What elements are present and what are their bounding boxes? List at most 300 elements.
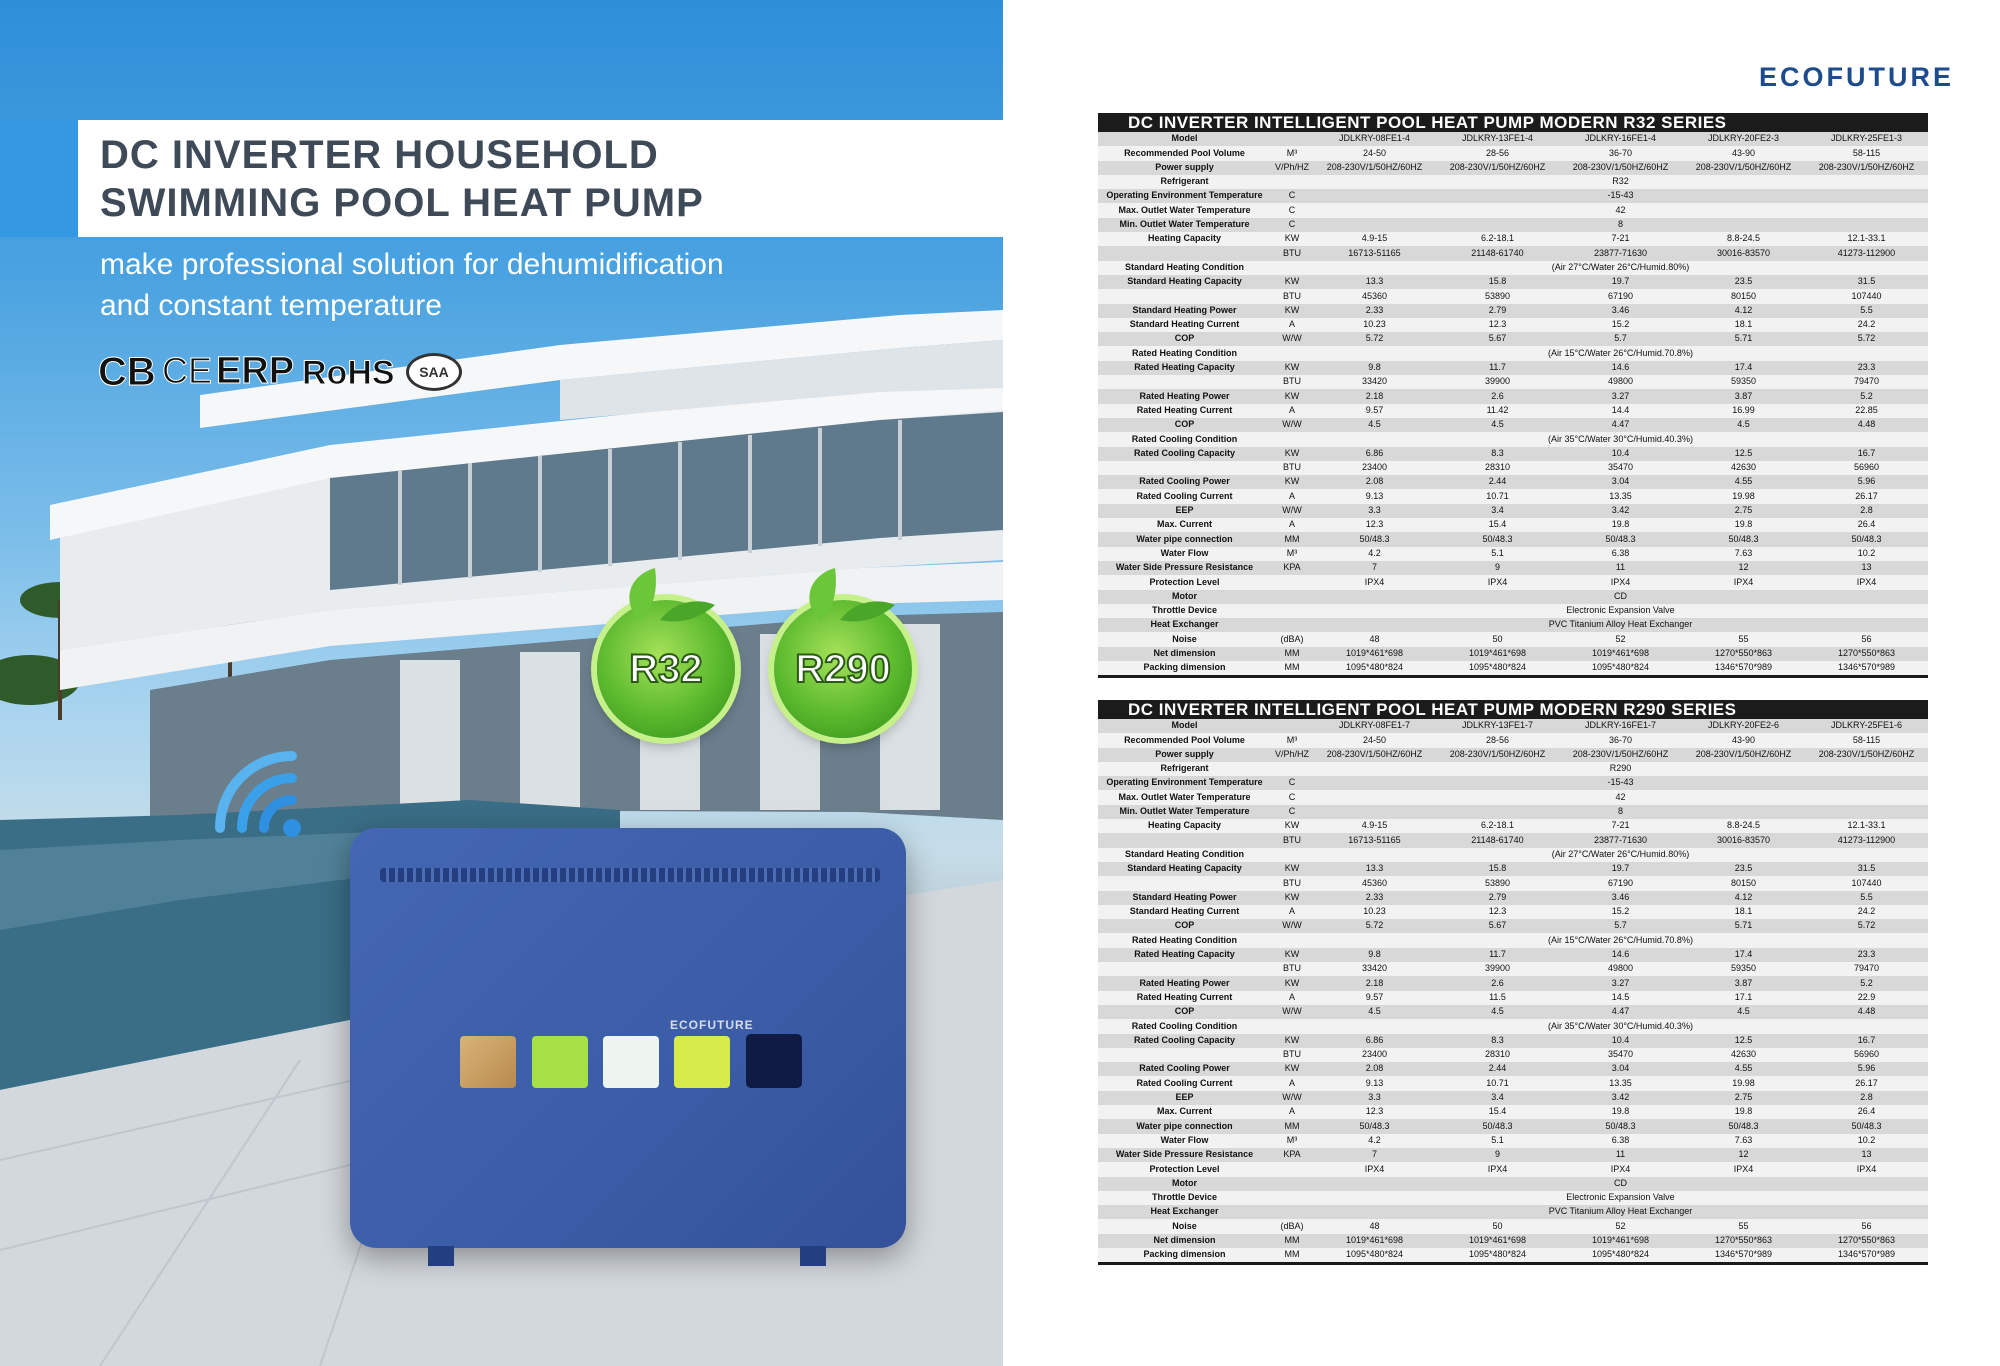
spec-value: 41273-112900 [1805, 833, 1928, 847]
r290-spec-title: DC INVERTER INTELLIGENT POOL HEAT PUMP MODERN R290 SERIES [1098, 700, 1928, 719]
yellow-green-color-swatch [674, 1036, 730, 1088]
spec-unit: MM [1271, 647, 1313, 661]
spec-value: 10.2 [1805, 1134, 1928, 1148]
spec-label: Rated Heating Current [1098, 404, 1271, 418]
spec-value: 26.17 [1805, 489, 1928, 503]
spec-unit: W/W [1271, 1005, 1313, 1019]
spec-value: 208-230V/1/50HZ/60HZ [1313, 748, 1436, 762]
spec-value: 2.33 [1313, 304, 1436, 318]
spec-value: 6.2-18.1 [1436, 232, 1559, 246]
spec-unit: A [1271, 991, 1313, 1005]
spec-unit: BTU [1271, 1048, 1313, 1062]
spec-value: 9 [1436, 1148, 1559, 1162]
spec-value: 3.87 [1682, 389, 1805, 403]
spec-value: 1270*550*863 [1682, 647, 1805, 661]
spec-label [1098, 461, 1271, 475]
spec-value: 43-90 [1682, 733, 1805, 747]
spec-unit: BTU [1271, 289, 1313, 303]
spec-row [1098, 632, 1928, 646]
spec-row [1098, 661, 1928, 675]
spec-value: 36-70 [1559, 146, 1682, 160]
spec-value: 4.12 [1682, 304, 1805, 318]
spec-label [1098, 375, 1271, 389]
spec-value: 2.44 [1436, 475, 1559, 489]
spec-value: 9.13 [1313, 1076, 1436, 1090]
spec-value: 2.44 [1436, 1062, 1559, 1076]
r32-badge-label: R32 [629, 646, 703, 691]
spec-value: 19.7 [1559, 862, 1682, 876]
spec-unit [1271, 762, 1313, 776]
spec-value: 56960 [1805, 461, 1928, 475]
spec-value: 5.71 [1682, 332, 1805, 346]
spec-value: 80150 [1682, 289, 1805, 303]
spec-label [1098, 246, 1271, 260]
spec-value: 208-230V/1/50HZ/60HZ [1682, 161, 1805, 175]
spec-unit [1271, 604, 1313, 618]
spec-label: Min. Outlet Water Temperature [1098, 218, 1271, 232]
spec-value: 1095*480*824 [1436, 661, 1559, 675]
spec-value: 50/48.3 [1805, 532, 1928, 546]
spec-row [1098, 246, 1928, 260]
spec-value: JDLKRY-25FE1-3 [1805, 132, 1928, 146]
spec-label: Water pipe connection [1098, 1119, 1271, 1133]
spec-value: 107440 [1805, 876, 1928, 890]
spec-value: 16713-51165 [1313, 246, 1436, 260]
spec-label: Recommended Pool Volume [1098, 146, 1271, 160]
spec-value: 24.2 [1805, 318, 1928, 332]
spec-row [1098, 389, 1928, 403]
spec-value: 3.46 [1559, 891, 1682, 905]
spec-value: 28310 [1436, 461, 1559, 475]
spec-value: 107440 [1805, 289, 1928, 303]
product-title-line-2: SWIMMING POOL HEAT PUMP [100, 181, 704, 225]
spec-value: 10.23 [1313, 318, 1436, 332]
spec-unit: (dBA) [1271, 1219, 1313, 1233]
spec-value: 1019*461*698 [1313, 647, 1436, 661]
spec-row [1098, 261, 1928, 275]
spec-value: 10.23 [1313, 905, 1436, 919]
spec-value: 31.5 [1805, 275, 1928, 289]
spec-value: 33420 [1313, 375, 1436, 389]
spec-unit: M³ [1271, 146, 1313, 160]
spec-value: 1019*461*698 [1559, 1234, 1682, 1248]
spec-row [1098, 1248, 1928, 1262]
spec-label: COP [1098, 332, 1271, 346]
spec-value: 50/48.3 [1313, 532, 1436, 546]
spec-unit: C [1271, 776, 1313, 790]
spec-value: 5.67 [1436, 919, 1559, 933]
spec-row [1098, 862, 1928, 876]
spec-label: Rated Heating Condition [1098, 933, 1271, 947]
spec-value: 12.3 [1436, 318, 1559, 332]
spec-unit [1271, 261, 1313, 275]
title-accent-bar [0, 120, 78, 237]
spec-value: 9.8 [1313, 948, 1436, 962]
spec-row [1098, 318, 1928, 332]
spec-row [1098, 1234, 1928, 1248]
spec-value: 23.5 [1682, 862, 1805, 876]
spec-value: 1095*480*824 [1313, 661, 1436, 675]
spec-unit: MM [1271, 1248, 1313, 1262]
spec-value: 3.42 [1559, 1091, 1682, 1105]
spec-value: 26.4 [1805, 518, 1928, 532]
spec-unit [1271, 346, 1313, 360]
spec-label: Standard Heating Condition [1098, 848, 1271, 862]
spec-value: 39900 [1436, 375, 1559, 389]
spec-unit: BTU [1271, 461, 1313, 475]
spec-row [1098, 1019, 1928, 1033]
spec-label: Heat Exchanger [1098, 1205, 1271, 1219]
spec-row [1098, 1005, 1928, 1019]
spec-value: 24-50 [1313, 146, 1436, 160]
spec-value: 8.3 [1436, 1034, 1559, 1048]
spec-value: 45360 [1313, 876, 1436, 890]
spec-value: 208-230V/1/50HZ/60HZ [1436, 748, 1559, 762]
spec-row [1098, 518, 1928, 532]
spec-unit: KW [1271, 304, 1313, 318]
spec-unit: C [1271, 218, 1313, 232]
spec-value: 14.6 [1559, 948, 1682, 962]
spec-value: 22.85 [1805, 404, 1928, 418]
spec-row [1098, 404, 1928, 418]
spec-value: 11 [1559, 561, 1682, 575]
spec-value: JDLKRY-25FE1-6 [1805, 719, 1928, 733]
spec-unit: M³ [1271, 733, 1313, 747]
spec-value: 13.35 [1559, 1076, 1682, 1090]
spec-value: 4.55 [1682, 1062, 1805, 1076]
lime-color-swatch [532, 1036, 588, 1088]
spec-label [1098, 1048, 1271, 1062]
spec-label: Rated Cooling Condition [1098, 432, 1271, 446]
spec-value: 4.5 [1682, 418, 1805, 432]
spec-value: 1270*550*863 [1682, 1234, 1805, 1248]
spec-value: 5.72 [1313, 919, 1436, 933]
spec-value: 55 [1682, 1219, 1805, 1233]
spec-value: 4.48 [1805, 1005, 1928, 1019]
spec-value: 23.3 [1805, 948, 1928, 962]
product-title-line-1: DC INVERTER HOUSEHOLD [100, 133, 659, 177]
spec-value: 4.5 [1682, 1005, 1805, 1019]
spec-value-span: (Air 27°C/Water 26°C/Humid.80%) [1313, 848, 1928, 862]
spec-label: Power supply [1098, 748, 1271, 762]
spec-value: 5.2 [1805, 976, 1928, 990]
spec-value: 4.9-15 [1313, 232, 1436, 246]
spec-value: 4.47 [1559, 1005, 1682, 1019]
spec-value: 9.8 [1313, 361, 1436, 375]
spec-value: 6.38 [1559, 547, 1682, 561]
spec-unit [1271, 1162, 1313, 1176]
unit-fan-grille [380, 868, 880, 882]
spec-row [1098, 346, 1928, 360]
spec-row [1098, 1105, 1928, 1119]
spec-unit: C [1271, 790, 1313, 804]
spec-value: 35470 [1559, 1048, 1682, 1062]
spec-value: 33420 [1313, 962, 1436, 976]
spec-label: Noise [1098, 1219, 1271, 1233]
spec-value: 2.6 [1436, 976, 1559, 990]
unit-foot-right [800, 1246, 826, 1266]
spec-label: Rated Cooling Capacity [1098, 1034, 1271, 1048]
spec-value: 23.5 [1682, 275, 1805, 289]
spec-value: 4.5 [1313, 418, 1436, 432]
spec-value: 79470 [1805, 962, 1928, 976]
spec-label: Standard Heating Condition [1098, 261, 1271, 275]
spec-value: IPX4 [1805, 1162, 1928, 1176]
spec-value-span: 42 [1313, 790, 1928, 804]
spec-label: COP [1098, 919, 1271, 933]
spec-value: IPX4 [1313, 1162, 1436, 1176]
spec-value: 24-50 [1313, 733, 1436, 747]
spec-value: 28-56 [1436, 146, 1559, 160]
spec-unit: C [1271, 189, 1313, 203]
spec-unit [1271, 1205, 1313, 1219]
spec-value: 17.4 [1682, 948, 1805, 962]
spec-label: Packing dimension [1098, 661, 1271, 675]
r32-spec-grid [1098, 132, 1928, 675]
spec-row [1098, 1219, 1928, 1233]
spec-row [1098, 776, 1928, 790]
leaf-icon [580, 560, 920, 630]
spec-label: Operating Environment Temperature [1098, 189, 1271, 203]
spec-value: 3.27 [1559, 976, 1682, 990]
spec-label: Noise [1098, 632, 1271, 646]
spec-row [1098, 905, 1928, 919]
ecofuture-logo: ECOFUTURE [1759, 62, 1954, 92]
spec-value: 15.4 [1436, 518, 1559, 532]
spec-row [1098, 447, 1928, 461]
spec-value: IPX4 [1436, 575, 1559, 589]
spec-row [1098, 532, 1928, 546]
spec-label [1098, 876, 1271, 890]
spec-unit: M³ [1271, 547, 1313, 561]
spec-value: 208-230V/1/50HZ/60HZ [1805, 748, 1928, 762]
spec-row [1098, 332, 1928, 346]
spec-value: 58-115 [1805, 146, 1928, 160]
spec-value: JDLKRY-08FE1-7 [1313, 719, 1436, 733]
spec-value: 45360 [1313, 289, 1436, 303]
spec-value-span: R32 [1313, 175, 1928, 189]
spec-value: 17.4 [1682, 361, 1805, 375]
spec-value: 14.6 [1559, 361, 1682, 375]
spec-value: 3.27 [1559, 389, 1682, 403]
spec-row [1098, 189, 1928, 203]
spec-value: 208-230V/1/50HZ/60HZ [1559, 161, 1682, 175]
spec-value: 55 [1682, 632, 1805, 646]
spec-value-span: R290 [1313, 762, 1928, 776]
spec-value: 79470 [1805, 375, 1928, 389]
spec-value: 35470 [1559, 461, 1682, 475]
spec-value: 3.42 [1559, 504, 1682, 518]
spec-value: 49800 [1559, 962, 1682, 976]
spec-value: 14.4 [1559, 404, 1682, 418]
spec-value: 23400 [1313, 1048, 1436, 1062]
spec-value: JDLKRY-16FE1-7 [1559, 719, 1682, 733]
spec-label: Throttle Device [1098, 1191, 1271, 1205]
spec-unit: BTU [1271, 375, 1313, 389]
spec-value: 21148-61740 [1436, 246, 1559, 260]
spec-value: 11.7 [1436, 948, 1559, 962]
spec-row [1098, 1034, 1928, 1048]
spec-row [1098, 418, 1928, 432]
spec-row [1098, 575, 1928, 589]
spec-label: COP [1098, 418, 1271, 432]
spec-value: 7.63 [1682, 547, 1805, 561]
spec-unit [1271, 432, 1313, 446]
spec-value: 10.4 [1559, 447, 1682, 461]
spec-value: 7 [1313, 1148, 1436, 1162]
spec-value: 208-230V/1/50HZ/60HZ [1313, 161, 1436, 175]
spec-unit: W/W [1271, 504, 1313, 518]
spec-row [1098, 1076, 1928, 1090]
spec-value: 2.8 [1805, 504, 1928, 518]
spec-unit: C [1271, 805, 1313, 819]
r290-table-rule [1098, 1262, 1928, 1265]
spec-value: 28-56 [1436, 733, 1559, 747]
spec-value: 12.3 [1436, 905, 1559, 919]
spec-value: IPX4 [1682, 1162, 1805, 1176]
spec-value: 5.96 [1805, 475, 1928, 489]
unit-foot-left [428, 1246, 454, 1266]
spec-value: 1095*480*824 [1559, 661, 1682, 675]
spec-value: 2.18 [1313, 389, 1436, 403]
spec-value: 5.5 [1805, 304, 1928, 318]
spec-value: 5.72 [1313, 332, 1436, 346]
spec-unit [1271, 1019, 1313, 1033]
spec-value: JDLKRY-08FE1-4 [1313, 132, 1436, 146]
spec-row [1098, 1205, 1928, 1219]
spec-value: 14.5 [1559, 991, 1682, 1005]
spec-value: 16.99 [1682, 404, 1805, 418]
spec-label: Rated Cooling Current [1098, 489, 1271, 503]
spec-value: 19.8 [1559, 1105, 1682, 1119]
spec-unit: A [1271, 489, 1313, 503]
spec-value: 13.3 [1313, 862, 1436, 876]
spec-value: 15.2 [1559, 318, 1682, 332]
spec-value: 3.04 [1559, 1062, 1682, 1076]
spec-unit: V/Ph/HZ [1271, 161, 1313, 175]
spec-value: 18.1 [1682, 905, 1805, 919]
control-panel-display [746, 1034, 802, 1088]
spec-value: 22.9 [1805, 991, 1928, 1005]
spec-value: 15.4 [1436, 1105, 1559, 1119]
spec-label: Water Side Pressure Resistance [1098, 1148, 1271, 1162]
spec-row [1098, 461, 1928, 475]
spec-unit: A [1271, 404, 1313, 418]
spec-value: 1346*570*989 [1682, 661, 1805, 675]
spec-value: 52 [1559, 632, 1682, 646]
spec-value: 3.46 [1559, 304, 1682, 318]
spec-label: Rated Cooling Condition [1098, 1019, 1271, 1033]
spec-value-span: PVC Titanium Alloy Heat Exchanger [1313, 618, 1928, 632]
cb-certification-mark: CB [98, 350, 156, 394]
spec-value: 5.72 [1805, 332, 1928, 346]
specification-panel [1003, 0, 2000, 1366]
spec-row [1098, 1191, 1928, 1205]
spec-value: 1095*480*824 [1559, 1248, 1682, 1262]
spec-value: 1270*550*863 [1805, 647, 1928, 661]
spec-label: Rated Heating Power [1098, 976, 1271, 990]
spec-row [1098, 948, 1928, 962]
spec-row [1098, 604, 1928, 618]
spec-label: Model [1098, 132, 1271, 146]
spec-row [1098, 175, 1928, 189]
spec-value: 23400 [1313, 461, 1436, 475]
spec-value: 1346*570*989 [1805, 1248, 1928, 1262]
spec-unit [1271, 618, 1313, 632]
spec-value: 4.2 [1313, 1134, 1436, 1148]
spec-value: 2.79 [1436, 304, 1559, 318]
spec-value: 36-70 [1559, 733, 1682, 747]
spec-unit: KW [1271, 447, 1313, 461]
spec-value: 12.3 [1313, 518, 1436, 532]
spec-row [1098, 1162, 1928, 1176]
spec-value: 21148-61740 [1436, 833, 1559, 847]
spec-value: 19.8 [1682, 1105, 1805, 1119]
spec-row [1098, 790, 1928, 804]
spec-value: 208-230V/1/50HZ/60HZ [1805, 161, 1928, 175]
spec-value: IPX4 [1682, 575, 1805, 589]
spec-value: 4.5 [1436, 1005, 1559, 1019]
spec-unit: C [1271, 203, 1313, 217]
spec-label: Refrigerant [1098, 175, 1271, 189]
spec-value: 5.7 [1559, 332, 1682, 346]
spec-unit: MM [1271, 532, 1313, 546]
spec-value: 11.5 [1436, 991, 1559, 1005]
spec-value: 5.2 [1805, 389, 1928, 403]
spec-value: 5.71 [1682, 919, 1805, 933]
spec-label: Recommended Pool Volume [1098, 733, 1271, 747]
spec-value-span: 42 [1313, 203, 1928, 217]
spec-unit: KW [1271, 389, 1313, 403]
r32-spec-table [1098, 113, 1928, 678]
spec-value: 3.87 [1682, 976, 1805, 990]
spec-label: Water Side Pressure Resistance [1098, 561, 1271, 575]
spec-value-span: Electronic Expansion Valve [1313, 604, 1928, 618]
spec-value: 19.7 [1559, 275, 1682, 289]
spec-value: 1346*570*989 [1682, 1248, 1805, 1262]
spec-value: 5.1 [1436, 1134, 1559, 1148]
spec-value: 42630 [1682, 461, 1805, 475]
spec-label: Rated Cooling Power [1098, 475, 1271, 489]
spec-row [1098, 1091, 1928, 1105]
spec-value: 17.1 [1682, 991, 1805, 1005]
spec-value: 4.9-15 [1313, 819, 1436, 833]
spec-value: 9.13 [1313, 489, 1436, 503]
spec-value: 12.1-33.1 [1805, 232, 1928, 246]
spec-value: 2.33 [1313, 891, 1436, 905]
spec-value: 208-230V/1/50HZ/60HZ [1436, 161, 1559, 175]
spec-value: 2.6 [1436, 389, 1559, 403]
spec-label: Heat Exchanger [1098, 618, 1271, 632]
spec-value: 13 [1805, 1148, 1928, 1162]
spec-value-span: (Air 35°C/Water 30°C/Humid.40.3%) [1313, 1019, 1928, 1033]
spec-unit: KW [1271, 361, 1313, 375]
spec-unit: W/W [1271, 919, 1313, 933]
spec-value: 1019*461*698 [1436, 647, 1559, 661]
spec-value: JDLKRY-13FE1-7 [1436, 719, 1559, 733]
r32-spec-title: DC INVERTER INTELLIGENT POOL HEAT PUMP MODERN R32 SERIES [1098, 113, 1928, 132]
spec-row [1098, 833, 1928, 847]
spec-label: Rated Cooling Power [1098, 1062, 1271, 1076]
spec-unit [1271, 1191, 1313, 1205]
spec-unit [1271, 933, 1313, 947]
spec-row [1098, 561, 1928, 575]
ce-certification-mark: CE [162, 350, 213, 391]
spec-value: 15.2 [1559, 905, 1682, 919]
spec-row [1098, 132, 1928, 146]
spec-value: 31.5 [1805, 862, 1928, 876]
spec-value: 12.3 [1313, 1105, 1436, 1119]
